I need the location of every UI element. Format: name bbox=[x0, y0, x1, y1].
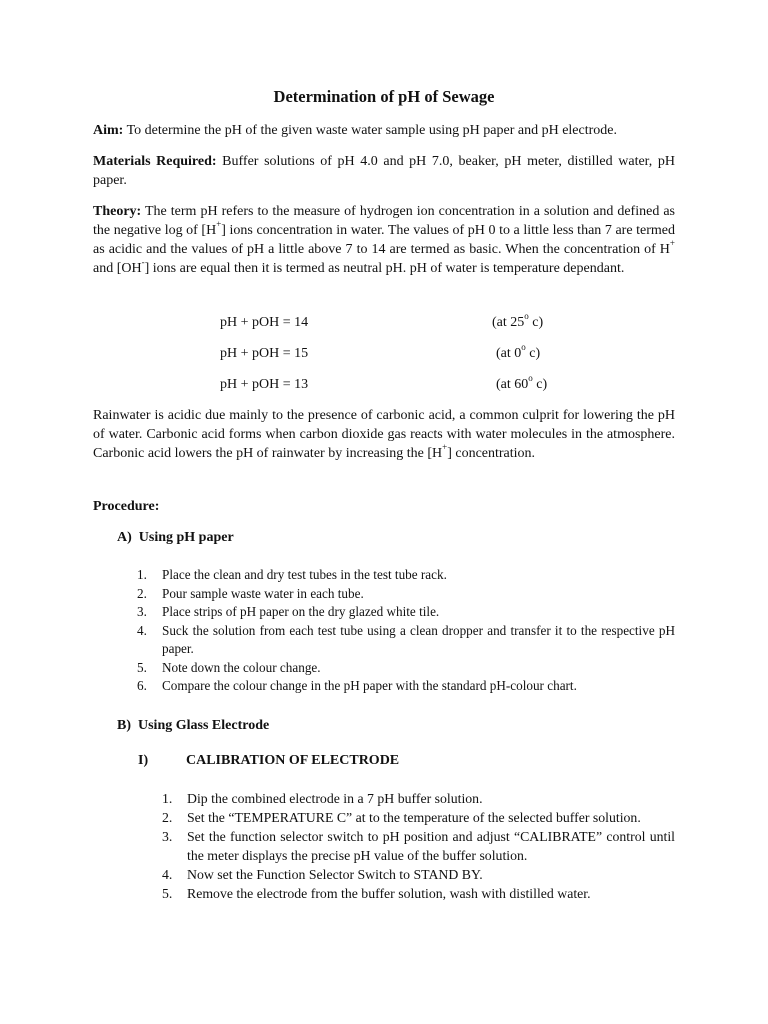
list-item bbox=[162, 884, 675, 903]
equation-row bbox=[0, 344, 768, 363]
list-item-text: Place strips of pH paper on the dry glazed white tile. bbox=[162, 604, 440, 619]
list-item-number: 5. bbox=[137, 659, 147, 675]
list-item-text: Remove the electrode from the buffer solution, wash with distilled water. bbox=[187, 886, 591, 901]
list-item-text: Set the function selector switch to pH position and adjust “CALIBRATE” control until the meter displays the precise pH value of the buffer solution. bbox=[187, 829, 675, 863]
list-item-number: 4. bbox=[162, 867, 173, 882]
list-item bbox=[162, 865, 675, 884]
list-item bbox=[162, 808, 675, 827]
materials-label: Materials Required: bbox=[93, 154, 217, 169]
list-item-text: Dip the combined electrode in a 7 pH buffer solution. bbox=[187, 791, 483, 806]
equation-condition-post: c) bbox=[532, 377, 548, 392]
section-a-list bbox=[137, 566, 675, 696]
equation-condition-pre: (at 0 bbox=[496, 346, 522, 361]
equation-condition-post: c) bbox=[528, 315, 544, 330]
list-item-text: Now set the Function Selector Switch to STAND BY. bbox=[187, 867, 483, 882]
list-item-number: 3. bbox=[162, 829, 173, 844]
aim-paragraph bbox=[93, 121, 675, 140]
list-item-text: Set the “TEMPERATURE C” at to the temperature of the selected buffer solution. bbox=[187, 810, 641, 825]
materials-text: Buffer solutions of pH 4.0 and pH 7.0, beaker, pH meter, distilled water, pH paper. bbox=[93, 154, 675, 188]
theory-text-1: The term pH refers to the measure of hydrogen ion concentration in a solution and defined as the negative log of [H bbox=[93, 204, 675, 238]
equation-condition-sup: o bbox=[521, 342, 526, 353]
equation-formula: pH + pOH = 13 bbox=[220, 377, 309, 392]
list-item bbox=[137, 622, 675, 659]
rainwater-text-1: Rainwater is acidic due mainly to the presence of carbonic acid, a common culprit for lowering the pH of water. Carbonic acid forms when carbon dioxide gas reacts with water molecules in the atmosphere. Carbonic acid lowers the pH of rainwater by increasing the [H bbox=[93, 408, 675, 461]
equation-row bbox=[0, 313, 768, 332]
theory-text-4: ] ions are equal then it is termed as neutral pH. pH of water is temperature dependant. bbox=[144, 261, 625, 276]
theory-sup-2: + bbox=[669, 238, 675, 249]
theory-sup-3: - bbox=[141, 257, 145, 268]
theory-paragraph bbox=[93, 202, 675, 278]
equation-condition-sup: o bbox=[524, 311, 529, 322]
list-item-number: 5. bbox=[162, 886, 173, 901]
equation-condition-pre: (at 25 bbox=[492, 315, 525, 330]
equation-condition bbox=[492, 313, 543, 332]
list-item-number: 1. bbox=[162, 791, 173, 806]
equation-condition-pre: (at 60 bbox=[496, 377, 529, 392]
theory-label: Theory: bbox=[93, 204, 142, 219]
list-item-text: Pour sample waste water in each tube. bbox=[162, 585, 364, 601]
rainwater-sup: + bbox=[442, 442, 448, 453]
list-item-number: 1. bbox=[137, 567, 147, 582]
calibration-list bbox=[162, 789, 675, 903]
rainwater-text-2: ] concentration. bbox=[447, 446, 536, 461]
list-item-text: Compare the colour change in the pH paper with the standard pH-colour chart. bbox=[162, 678, 577, 693]
equation-condition-sup: o bbox=[528, 373, 533, 384]
aim-label: Aim: bbox=[93, 123, 124, 138]
theory-sup-1: + bbox=[216, 219, 222, 230]
list-item bbox=[137, 566, 675, 585]
list-item-text: Place the clean and dry test tubes in the test tube rack. bbox=[162, 567, 447, 582]
subsection-heading: CALIBRATION OF ELECTRODE bbox=[186, 753, 400, 768]
list-item-number: 6. bbox=[137, 678, 147, 693]
list-item-text: Suck the solution from each test tube using a clean dropper and transfer it to the respective pH paper. bbox=[162, 622, 675, 656]
procedure-heading: Procedure: bbox=[93, 499, 160, 514]
equation-row bbox=[0, 375, 768, 394]
list-item-text: Note down the colour change. bbox=[162, 659, 321, 675]
list-item-number: 2. bbox=[137, 585, 147, 601]
page-title: Determination of pH of Sewage bbox=[273, 87, 495, 106]
materials-paragraph bbox=[93, 152, 675, 190]
list-item bbox=[137, 659, 675, 678]
equation-formula: pH + pOH = 15 bbox=[220, 346, 309, 361]
section-a-heading: A) Using pH paper bbox=[117, 530, 234, 545]
list-item bbox=[137, 585, 675, 604]
rainwater-paragraph bbox=[93, 406, 675, 463]
list-item-number: 3. bbox=[137, 604, 147, 619]
equation-condition-post: c) bbox=[525, 346, 541, 361]
list-item bbox=[162, 789, 675, 808]
theory-text-2: ] ions concentration in water. The values of pH 0 to a little less than 7 are termed as acidic and the values of pH a little above 7 to 14 are termed as basic. When the concentration of H bbox=[93, 223, 675, 257]
equation-formula: pH + pOH = 14 bbox=[220, 315, 309, 330]
list-item-number: 4. bbox=[137, 622, 147, 638]
equation-condition bbox=[496, 375, 547, 394]
aim-text: To determine the pH of the given waste water sample using pH paper and pH electrode. bbox=[123, 123, 617, 138]
list-item bbox=[137, 677, 675, 696]
list-item bbox=[137, 603, 675, 622]
section-b-heading: B) Using Glass Electrode bbox=[117, 718, 270, 733]
list-item-number: 2. bbox=[162, 810, 173, 825]
equation-condition bbox=[496, 344, 540, 363]
list-item bbox=[162, 827, 675, 865]
theory-text-3: and [OH bbox=[93, 261, 142, 276]
subsection-number: I) bbox=[138, 753, 149, 768]
